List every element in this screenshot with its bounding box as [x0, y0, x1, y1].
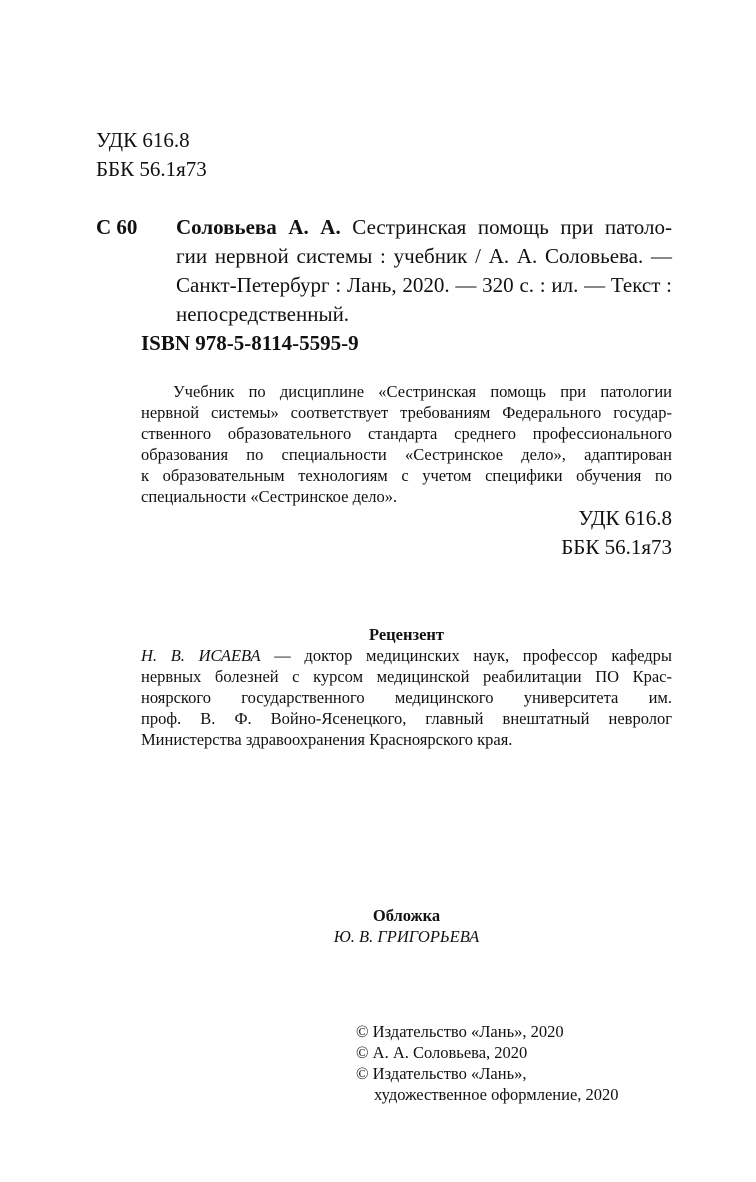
- copyright-line: © Издательство «Лань», 2020: [356, 1022, 564, 1041]
- reviewer-line: проф. В. Ф. Войно-Ясенецкого, главный внештатный невролог: [141, 709, 672, 728]
- annotation-line: Учебник по дисциплине «Сестринская помощь при патологии: [173, 382, 672, 401]
- record-line-1: Соловьева А. А. Сестринская помощь при патоло-: [176, 215, 672, 239]
- bibliographic-record: [176, 213, 672, 329]
- reviewer-block: [141, 624, 672, 750]
- bbk-code: ББК 56.1я73: [96, 157, 207, 181]
- reviewer-name: Н. В. ИСАЕВА: [141, 646, 261, 665]
- record-line-3: Санкт-Петербург : Лань, 2020. — 320 с. : ил. — Текст :: [176, 273, 672, 297]
- udk-code: УДК 616.8: [96, 128, 190, 152]
- cover-heading: Обложка: [372, 906, 441, 925]
- record-line-4: непосредственный.: [176, 302, 350, 326]
- reviewer-line: Н. В. ИСАЕВА — доктор медицинских наук, профессор кафедры: [141, 646, 672, 665]
- annotation-line: к образовательным технологиям с учетом специфики обучения по: [141, 466, 672, 485]
- annotation-line: нервной системы» соответствует требованиям Федерального государ-: [141, 403, 672, 422]
- annotation-line: ственного образовательного стандарта среднего профессионального: [141, 424, 672, 443]
- record-line-2: гии нервной системы : учебник / А. А. Соловьева. —: [176, 244, 672, 268]
- bbk-code-footer: ББК 56.1я73: [561, 535, 672, 559]
- header-codes: [96, 126, 207, 184]
- udk-code-footer: УДК 616.8: [578, 506, 672, 530]
- copyright-block: [356, 1021, 672, 1105]
- isbn: ISBN 978-5-8114-5595-9: [141, 331, 359, 355]
- copyright-line: © Издательство «Лань»,: [356, 1064, 527, 1083]
- copyright-line: © А. А. Соловьева, 2020: [356, 1043, 528, 1062]
- reviewer-line: нервных болезней с курсом медицинской реабилитации ПО Крас-: [141, 667, 672, 686]
- reviewer-line: Министерства здравоохранения Красноярского края.: [141, 730, 513, 749]
- copyright-line: художественное оформление, 2020: [374, 1085, 619, 1104]
- reviewer-line: ноярского государственного медицинского университета им.: [141, 688, 672, 707]
- annotation: [141, 381, 672, 507]
- cover-designer-name: Ю. В. ГРИГОРЬЕВА: [333, 927, 480, 946]
- annotation-line: образования по специальности «Сестринское дело», адаптирован: [141, 445, 672, 464]
- reviewer-heading: Рецензент: [368, 625, 445, 644]
- record-author: Соловьева А. А.: [176, 215, 341, 239]
- cover-block: [141, 905, 672, 947]
- annotation-line: специальности «Сестринское дело».: [141, 487, 398, 506]
- footer-codes: [450, 504, 672, 562]
- author-mark: С 60: [96, 215, 138, 239]
